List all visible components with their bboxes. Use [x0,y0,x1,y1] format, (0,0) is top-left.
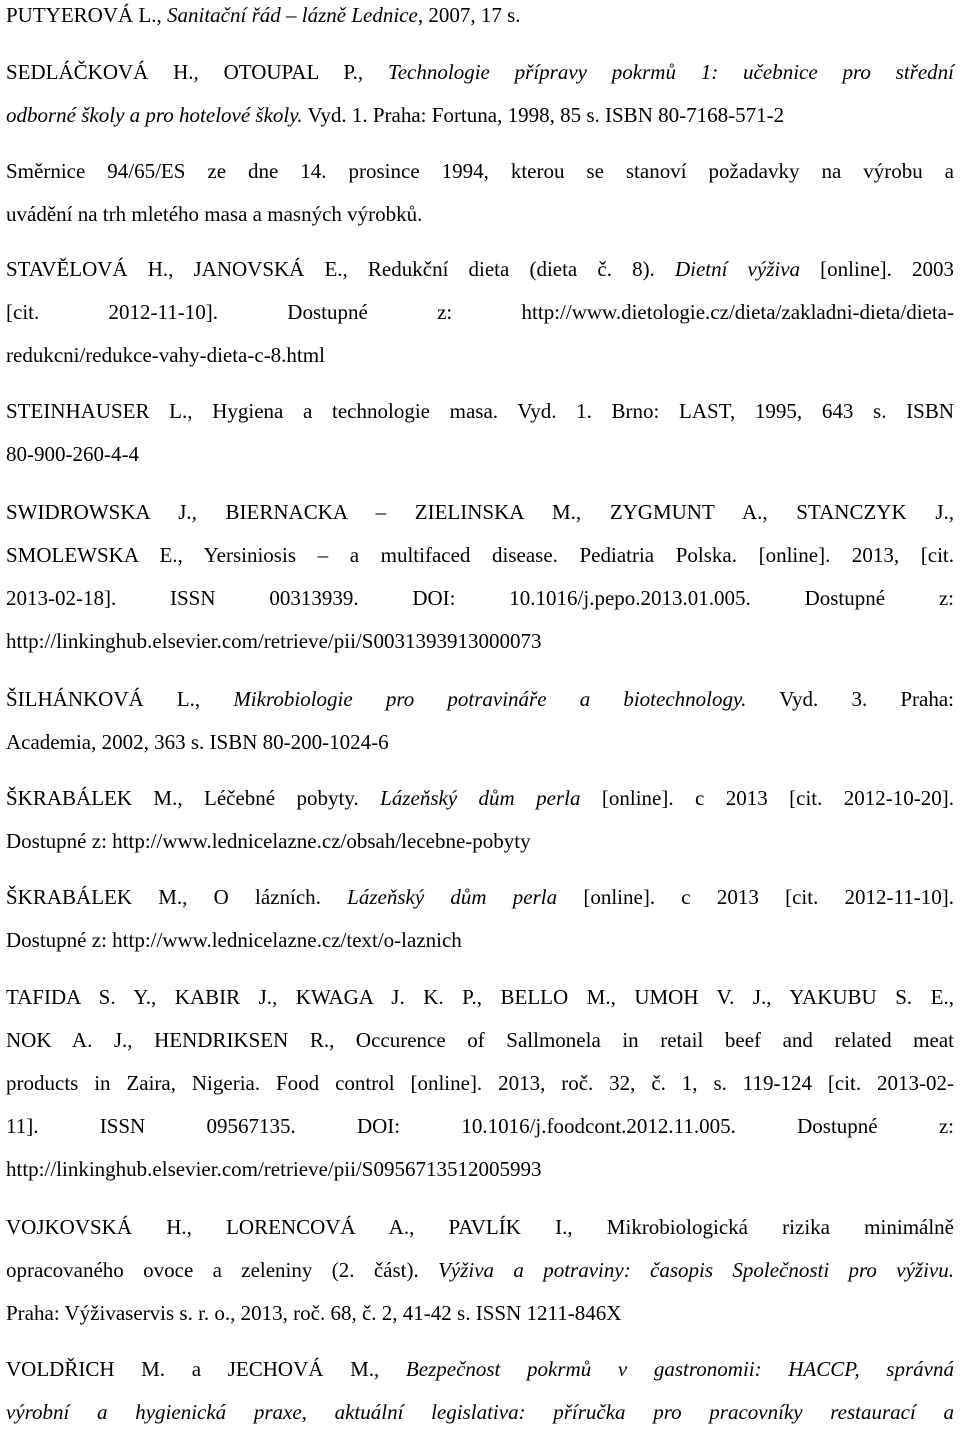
reference-text: , 2007, 17 s. [417,3,521,27]
reference-line [6,820,954,863]
reference-vojkovska [6,1206,954,1335]
reference-text: SEDLÁČKOVÁ H., OTOUPAL P., [6,60,388,84]
reference-line [6,1105,954,1148]
reference-text: 2013-02-18]. ISSN 00313939. DOI: 10.1016/j.pepo.2013.01.005. Dostupné z: [6,586,954,610]
reference-line [6,620,954,663]
reference-line [6,334,954,377]
reference-text: [online]. 2003 [800,257,954,281]
reference-line [6,0,954,37]
reference-stavelova [6,248,954,377]
reference-text: uvádění na trh mletého masa a masných výrobků. [6,202,423,226]
reference-line [6,291,954,334]
reference-text: SWIDROWSKA J., BIERNACKA – ZIELINSKA M., ZYGMUNT A., STANCZYK J., [6,500,954,524]
reference-line [6,1249,954,1292]
reference-text: STAVĚLOVÁ H., JANOVSKÁ E., Redukční dieta (dieta č. 8). [6,257,675,281]
reference-swidrowska [6,491,954,663]
reference-skrabalek-o-laznich [6,876,954,962]
reference-line [6,491,954,534]
reference-title: Mikrobiologie pro potravináře a biotechnology. [233,687,747,711]
reference-sedlackova [6,51,954,137]
reference-text: Praha: Výživaservis s. r. o., 2013, roč. 68, č. 2, 41-42 s. ISSN 1211-846X [6,1301,622,1325]
reference-text: http://linkinghub.elsevier.com/retrieve/pii/S0031393913000073 [6,629,542,653]
reference-text: Vyd. 1. Praha: Fortuna, 1998, 85 s. ISBN 80-7168-571-2 [302,103,785,127]
reference-text: SMOLEWSKA E., Yersiniosis – a multifaced disease. Pediatria Polska. [online]. 2013, [cit. [6,543,954,567]
reference-text: redukcni/redukce-vahy-dieta-c-8.html [6,343,325,367]
reference-text: NOK A. J., HENDRIKSEN R., Occurence of Sallmonela in retail beef and related meat [6,1028,954,1052]
reference-text: VOJKOVSKÁ H., LORENCOVÁ A., PAVLÍK I., Mikrobiologická rizika minimálně [6,1215,954,1239]
reference-text: ŠKRABÁLEK M., O lázních. [6,885,348,909]
reference-line [6,777,954,820]
reference-line [6,678,954,721]
reference-text: 80-900-260-4-4 [6,442,139,466]
reference-line [6,51,954,94]
reference-smernice [6,150,954,236]
reference-line [6,1348,954,1391]
reference-text: Dostupné z: http://www.lednicelazne.cz/text/o-laznich [6,928,462,952]
reference-title: Lázeňský dům perla [380,786,581,810]
reference-title: Lázeňský dům perla [347,885,558,909]
reference-voldrich [6,1348,954,1434]
reference-line [6,1062,954,1105]
reference-title: Sanitační řád – lázně Lednice [167,3,418,27]
reference-title: Technologie přípravy pokrmů 1: učebnice pro střední [387,60,955,84]
reference-silhankova [6,678,954,764]
reference-line [6,193,954,236]
reference-steinhauser [6,390,954,476]
reference-tafida [6,976,954,1191]
reference-text: [cit. 2012-11-10]. Dostupné z: http://www.dietologie.cz/dieta/zakladni-dieta/dieta- [6,300,954,324]
reference-text: PUTYEROVÁ L., [6,3,167,27]
reference-text: [online]. c 2013 [cit. 2012-10-20]. [580,786,955,810]
reference-text: http://linkinghub.elsevier.com/retrieve/pii/S0956713512005993 [6,1157,542,1181]
reference-line [6,721,954,764]
reference-text: 11]. ISSN 09567135. DOI: 10.1016/j.foodcont.2012.11.005. Dostupné z: [6,1114,954,1138]
reference-text: Dostupné z: http://www.lednicelazne.cz/obsah/lecebne-pobyty [6,829,531,853]
reference-line [6,1019,954,1062]
reference-line [6,94,954,137]
reference-text: Vyd. 3. Praha: [746,687,954,711]
reference-text: ŠILHÁNKOVÁ L., [6,687,234,711]
reference-line [6,150,954,193]
reference-line [6,876,954,919]
reference-text: Academia, 2002, 363 s. ISBN 80-200-1024-6 [6,730,389,754]
reference-text: products in Zaira, Nigeria. Food control [online]. 2013, roč. 32, č. 1, s. 119-124 [cit. 2013-02- [6,1071,954,1095]
reference-line [6,433,954,476]
reference-line [6,390,954,433]
reference-title: odborné školy a pro hotelové školy. [6,103,303,127]
reference-line [6,919,954,962]
reference-text: TAFIDA S. Y., KABIR J., KWAGA J. K. P., BELLO M., UMOH V. J., YAKUBU S. E., [6,985,954,1009]
reference-skrabalek-lecebne-pobyty [6,777,954,863]
reference-title: Výživa a potraviny: časopis Společnosti pro výživu. [438,1258,954,1282]
reference-title: výrobní a hygienická praxe, aktuální legislativa: příručka pro pracovníky restaurací a [6,1400,954,1424]
reference-text: opracovaného ovoce a zeleniny (2. část). [6,1258,439,1282]
reference-line [6,248,954,291]
reference-line [6,1206,954,1249]
reference-line [6,1148,954,1191]
reference-line [6,534,954,577]
reference-line [6,1292,954,1335]
reference-title: Dietní výživa [674,257,801,281]
reference-text: Směrnice 94/65/ES ze dne 14. prosince 1994, kterou se stanoví požadavky na výrobu a [6,159,954,183]
reference-title: Bezpečnost pokrmů v gastronomii: HACCP, správná [405,1357,954,1381]
reference-line [6,577,954,620]
reference-text: ŠKRABÁLEK M., Léčebné pobyty. [6,786,381,810]
reference-line [6,976,954,1019]
reference-putyerova [6,0,954,37]
reference-text: [online]. c 2013 [cit. 2012-11-10]. [557,885,954,909]
reference-text: STEINHAUSER L., Hygiena a technologie masa. Vyd. 1. Brno: LAST, 1995, 643 s. ISBN [6,399,954,423]
reference-text: VOLDŘICH M. a JECHOVÁ M., [6,1357,406,1381]
